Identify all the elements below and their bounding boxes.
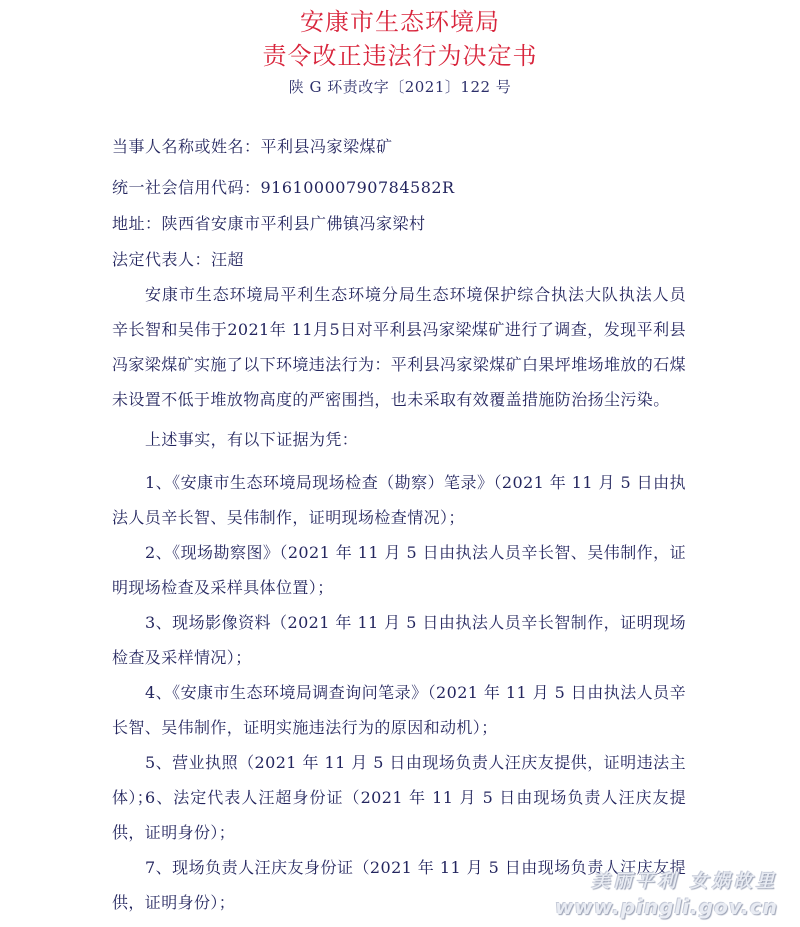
evidence-item: 2、《现场勘察图》（2021 年 11 月 5 日由执法人员辛长智、吴伟制作，证明现场检查及采样具体位置）； (112, 543, 686, 597)
evidence-item: 5、营业执照（2021 年 11 月 5 日由现场负责人汪庆友提供，证明违法主体）； (112, 753, 686, 807)
legal-representative: 法定代表人：汪超 (112, 250, 245, 269)
watermark-url: www.pingli.gov.cn (555, 895, 778, 919)
site-watermark (555, 867, 778, 919)
issuing-authority: 安康市生态环境局 (300, 8, 500, 36)
evidence-item: 7、现场负责人汪庆友身份证（2021 年 11 月 5 日由现场负责人汪庆友提供，证明身份）； (112, 858, 686, 912)
evidence-item: 4、《安康市生态环境局调查询问笔录》（2021 年 11 月 5 日由执法人员辛长智、吴伟制作，证明实施违法行为的原因和动机）； (112, 683, 686, 737)
credit-code: 统一社会信用代码：91610000790784582R (112, 178, 455, 197)
evidence-item: 1、《安康市生态环境局现场检查（勘察）笔录》（2021 年 11 月 5 日由执法人员辛长智、吴伟制作，证明现场检查情况）； (112, 473, 686, 527)
document-title: 责令改正违法行为决定书 (262, 42, 538, 70)
facts-paragraph: 安康市生态环境局平利生态环境分局生态环境保护综合执法大队执法人员辛长智和吴伟于2021年 11月5日对平利县冯家梁煤矿进行了调查，发现平利县冯家梁煤矿实施了以下环境违法行为：平利县冯家梁煤矿白果坪堆场堆放的石煤未设置不低于堆放物高度的严密围挡，也未采取有效覆盖措施防治扬尘污染。 (112, 285, 687, 409)
watermark-slogan: 美丽平利 女娲故里 (591, 871, 778, 892)
party-address: 地址：陕西省安康市平利县广佛镇冯家梁村 (112, 214, 426, 233)
evidence-item: 3、现场影像资料（2021 年 11 月 5 日由执法人员辛长智制作，证明现场检查及采样情况）； (112, 613, 686, 667)
document-number: 陕 G 环责改字〔2021〕122 号 (288, 78, 512, 96)
evidence-item: 6、法定代表人汪超身份证（2021 年 11 月 5 日由现场负责人汪庆友提供，证明身份）； (112, 788, 686, 842)
party-name: 当事人名称或姓名：平利县冯家梁煤矿 (112, 137, 393, 156)
evidence-intro: 上述事实，有以下证据为凭： (145, 430, 359, 449)
